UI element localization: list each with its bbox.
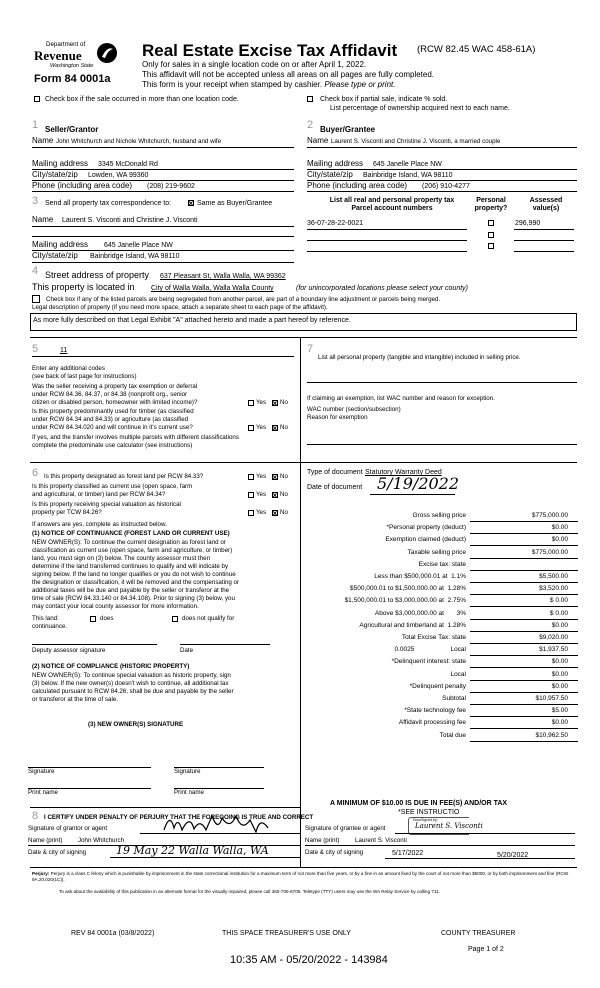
notice2-body: NEW OWNER(S): To continue special valuation as historic property, sign (3) below. If the new owner(s) doesn't wish to continue, all additional tax calculated pursuant to RCW 84.26, shall be due and payable by the seller or transferor at the time of sale. (32, 672, 234, 703)
seller-phone: (208) 219-9602 (147, 183, 195, 190)
parcel-col3-header: Assessed value(s) (529, 197, 563, 213)
tax-row-value: $ 0.00 (549, 609, 568, 617)
deputy-date-label: Date (180, 647, 194, 654)
header-line3: This form is your receipt when stamped by cashier. Please type or print. (142, 80, 396, 89)
personal-property-checkbox-3[interactable] (488, 243, 494, 249)
recording-stamp: 10:35 AM - 05/20/2022 - 143984 (230, 954, 388, 966)
buyer-phone: (206) 910-4277 (422, 183, 470, 190)
same-as-buyer-checkbox[interactable] (188, 200, 194, 206)
tax-row-label: *Delinquent interest: state (391, 658, 466, 666)
buyer-name: Laurent S. Visconti and Christine J. Visconti, a married couple (331, 138, 501, 145)
grantor-date-label: Date & city of signing (28, 849, 87, 856)
partial-sale-label: Check box if partial sale, indicate % sold. (320, 96, 448, 103)
section4-number: 4 (32, 265, 39, 277)
notice1-title: (1) NOTICE OF CONTINUANCE (FOREST LAND OR CURRENT USE) (32, 530, 230, 537)
tax-row-value: $0.00 (551, 658, 568, 666)
tax-row-label: Subtotal (442, 695, 466, 702)
see-back: (see back of last page for instructions) (32, 373, 137, 380)
tax-row-label: Exemption claimed (deduct) (385, 536, 466, 544)
seller-city-label: City/state/zip (32, 170, 78, 179)
sig-label-1: Signature (28, 768, 55, 775)
multi-location-label: Check box if the sale occurred in more than one location code. (45, 96, 239, 103)
tax-row-label: Local (450, 670, 466, 678)
partial-sale-label2: List percentage of ownership acquired next to each name. (330, 105, 510, 112)
s6-q2-yes-checkbox[interactable] (248, 492, 254, 498)
s5-q1a: Was the seller receiving a property tax exemption or deferral (32, 383, 198, 390)
corr-city-label: City/state/zip (32, 251, 78, 260)
reason-label: Reason for exemption (307, 414, 368, 421)
s6-q1-no: No (280, 473, 288, 480)
treasurer-use: THIS SPACE TREASURER'S USE ONLY (222, 930, 351, 937)
tax-row-value: $0.00 (551, 670, 568, 678)
does-not-checkbox[interactable] (172, 616, 178, 622)
segregated-label: Check box if any of the listed parcels are being segregated from another parcel, are part of a boundary line adjustment or parcels being merged. (46, 296, 441, 303)
new-owner-sig-title: (3) NEW OWNER(S) SIGNATURE (88, 721, 184, 728)
s5-q2-no-checkbox[interactable] (272, 425, 278, 431)
partial-sale-checkbox[interactable] (307, 96, 313, 102)
tax-table (300, 512, 590, 752)
header-line1: Only for sales in a single location code on or after April 1, 2022. (142, 60, 367, 69)
section3-number: 3 (32, 195, 39, 207)
located-label: This property is located in (32, 282, 135, 292)
continuance-label: continuance. (32, 623, 68, 630)
parcel-value: 296,990 (515, 220, 541, 227)
grantee-date-label: Date & city of signing (305, 849, 364, 856)
street-address: 637 Pleasant St, Walla Walla, WA 99362 (160, 273, 286, 280)
tax-row-value: $1,937.50 (539, 646, 568, 654)
s6-q3-no: No (280, 509, 288, 516)
s6-q2b: and agricultural, or timber) land per RCW 84.34? (32, 491, 166, 498)
corr-name-label: Name (32, 215, 54, 224)
s5-q1c: citizen or disabled person, homeowner with limited income)? (32, 399, 198, 406)
s6-q3b: property per TCW 84.26? (32, 509, 102, 516)
accessibility-note: To ask about the availability of this publication in an alternate format for the visually impaired, please call 360-705-6705. Teletype (TTY) users may use the WA Relay Service by calling 711. (59, 889, 440, 894)
s5-q1b: under RCW 84.36, 84.37, or 84.38 (nonprofit org., senior (32, 391, 188, 398)
header-line2: This affidavit will not be accepted unless all areas on all pages are fully completed. (142, 70, 435, 79)
correspondence-label: Send all property tax correspondence to: (45, 200, 172, 207)
seller-mailing-label: Mailing address (32, 159, 89, 168)
grantor-name-label: Name (print) (28, 837, 63, 844)
grantee-name: Laurent S. Visconti (355, 837, 407, 844)
s6-q3-no-checkbox[interactable] (272, 510, 278, 516)
tax-row-label: Excise tax: state (418, 560, 466, 568)
tax-row-label: Total Excise Tax: state (401, 634, 466, 641)
tax-row-value: $0.00 (551, 524, 568, 532)
sig-grantor-label: Signature of grantor or agent (28, 825, 108, 832)
located-value: City of Walla Walla, Walla Walla County (151, 285, 274, 292)
s6-q1-yes-checkbox[interactable] (248, 474, 254, 480)
wac-label: WAC number (section/subsection) (307, 406, 401, 413)
seller-phone-label: Phone (including area code) (32, 181, 133, 190)
page-title: Real Estate Excise Tax Affidavit (142, 41, 398, 60)
located-note: (for unincorporated locations please select your county) (296, 285, 468, 292)
segregated-checkbox[interactable] (32, 295, 40, 303)
s6-q1: Is this property designated as forest land per RCW 84.33? (44, 473, 204, 480)
legal-label: Legal description of property (if you need more space, attach a separate sheet to each page of the affidavit). (32, 304, 328, 311)
corr-name: Laurent S. Visconti and Christine J. Visconti (62, 217, 198, 224)
notice2-title: (2) NOTICE OF COMPLIANCE (HISTORIC PROPERTY) (32, 663, 190, 670)
doc-type: Statutory Warranty Deed (365, 469, 442, 476)
s5-q2-no: No (280, 424, 288, 431)
grantee-name-label: Name (print) (305, 837, 340, 844)
tax-row-value: $ 0.00 (549, 597, 568, 605)
buyer-phone-label: Phone (including area code) (307, 181, 408, 190)
s6-q2-yes: Yes (256, 491, 267, 498)
see-instructions: *SEE INSTRUCTIO (398, 809, 460, 816)
grantee-date: 5/17/2022 (392, 850, 424, 857)
buyer-city: Bainbridge Island, WA 98110 (363, 172, 453, 179)
s5-q2-yes: Yes (256, 424, 267, 431)
doc-date-label: Date of document (307, 484, 363, 491)
tax-row-value: $10,962.50 (535, 731, 568, 739)
tax-row-value: $0.00 (551, 621, 568, 629)
does-label: does (100, 615, 114, 622)
docusigned-by: DocuSigned by: (413, 818, 438, 822)
s5-q2c: under RCW 84.34.020 and will continue in it's current use? (32, 424, 193, 431)
grantor-name: John Whitchurch (78, 837, 125, 844)
grantor-date-city: 19 May 22 Walla Walla, WA (116, 844, 269, 857)
doc-type-label: Type of document (307, 469, 363, 476)
does-checkbox[interactable] (90, 616, 96, 622)
same-as-buyer-label: Same as Buyer/Grantee (197, 200, 273, 207)
s6-q3-yes: Yes (256, 509, 267, 516)
form-number: Form 84 0001a (34, 73, 111, 85)
corr-mailing: 645 Janelle Place NW (104, 242, 173, 249)
buyer-city-label: City/state/zip (307, 170, 353, 179)
section5-number: 5 (32, 343, 39, 355)
s5-q3b: complete the predominate use calculator (see instructions) (32, 442, 193, 449)
s6-if-yes: If answers are yes, complete as instructed below. (32, 521, 167, 528)
tax-row-label: *Personal property (deduct) (386, 524, 466, 532)
tax-row-label: Taxable selling price (407, 548, 466, 556)
rev-label: REV 84 0001a (03/8/2022) (71, 930, 155, 937)
tax-row-label: $1,500,000.01 to $3,000,000.00 at 2.75% (344, 597, 466, 605)
sig-grantee-label: Signature of grantee or agent (305, 825, 386, 832)
title-ref: (RCW 82.45 WAC 458-61A) (417, 44, 536, 55)
tax-row-value: $0.00 (551, 719, 568, 727)
s5-q2-yes-checkbox[interactable] (248, 425, 254, 431)
deputy-label: Deputy assessor signature (32, 647, 106, 654)
dept-line3: Washington State (50, 63, 94, 69)
dor-logo-icon (96, 42, 118, 64)
s5-q3a: If yes, and the transfer involves multiple parcels with different classifications (32, 434, 239, 441)
s5-q1-yes: Yes (256, 399, 267, 406)
dept-line1: Department of (46, 41, 86, 48)
seller-name-label: Name (32, 136, 54, 145)
tax-row-label: Affidavit processing fee (398, 719, 466, 727)
s6-q3-yes-checkbox[interactable] (248, 510, 254, 516)
parcel-number: 36-07-28-22-0021 (307, 220, 364, 227)
s6-q2-no-checkbox[interactable] (272, 492, 278, 498)
s5-q1-yes-checkbox[interactable] (248, 400, 254, 406)
tax-row-label: Gross selling price (412, 512, 466, 519)
tax-row-label: *State technology fee (404, 707, 466, 715)
buyer-heading: Buyer/Grantee (320, 125, 376, 134)
tax-row-label: Total due (439, 731, 466, 739)
perjury-note: Perjury: Perjury is a class C felony which is punishable by imprisonment in the state correctional institution for a maximum term of not more than five years, or by a fine in an amount fixed by the court of not more than $5000, or by both imprisonment and fine (RCW 9A.20.020(1C)). (32, 871, 569, 882)
section6-number: 6 (32, 467, 39, 479)
tax-row-label: Above $3,000,000.00 at 3% (374, 609, 466, 617)
seller-name: John Whitchurch and Nichole Whitchurch, husband and wife (56, 138, 222, 145)
section2-number: 2 (307, 119, 314, 131)
personal-property-checkbox-2[interactable] (488, 232, 494, 238)
legal-description: As more fully described on that Legal Exhibit "A" attached hereto and made a part hereof by reference. (33, 317, 351, 324)
enter-codes: Enter any additional codes (32, 365, 105, 372)
tax-row-value: $5.00 (551, 707, 568, 715)
buyer-mailing-label: Mailing address (307, 159, 364, 168)
tax-row-label: $500,000.01 to $1,500,000.00 at 1.28% (349, 585, 466, 593)
tax-row-label: 0.0025 Local (394, 646, 466, 654)
seller-heading: Seller/Grantor (45, 125, 99, 134)
tax-row-value: $0.00 (551, 536, 568, 544)
buyer-mailing: 645 Janelle Place NW (373, 161, 442, 168)
s5-q2a: Is this property predominantly used for timber (as classified (32, 408, 194, 415)
s6-q2a: Is this property classified as current use (open space, farm (32, 483, 193, 490)
tax-row-label: Less than $500,000.01 at 1.1% (374, 573, 466, 580)
corr-mailing-label: Mailing address (32, 240, 89, 249)
dept-line2: Revenue (34, 48, 82, 63)
tax-row-value: $5,500.00 (539, 573, 568, 580)
tax-row-label: *Delinquent penalty (409, 682, 466, 690)
s6-q2-no: No (280, 491, 288, 498)
buyer-name-label: Name (307, 136, 329, 145)
print-name-1: Print name (28, 789, 58, 796)
s5-q1-no-checkbox[interactable] (272, 400, 278, 406)
sig-label-2: Signature (174, 768, 201, 775)
s6-q1-no-checkbox[interactable] (272, 474, 278, 480)
page-number: Page 1 of 2 (468, 946, 504, 953)
s5-q1-no: No (280, 399, 288, 406)
doc-date-handwritten: 5/19/2022 (377, 474, 460, 493)
grantee-date2: 5/20/2022 (497, 852, 529, 859)
certify-text: I CERTIFY UNDER PENALTY OF PERJURY THAT THE FOREGOING IS TRUE AND CORRECT (44, 814, 314, 821)
grantee-signature: Laurent S. Visconti (415, 822, 483, 830)
notice1-body: NEW OWNER(S): To continue the current designation as forest land or classification as current use (open space, farm and agriculture, or timber) land, you must sign on (3) below. The county assessor must then determine if the land transferred continues to qualify and will indicate by signing below. If the land no longer qualifies or you do not wish to continue the designation or classification, it will be removed and the compensating or additional taxes will be due and payable by the seller or transferor at the time of sale (RCW 84.33.140 or 84.34.108). Prior to signing (3) below, you may contact your local county assessor for more information. (32, 539, 240, 610)
s6-q3a: Is this property receiving special valuation as historical (32, 501, 181, 508)
seller-mailing: 3345 McDonald Rd (98, 161, 158, 168)
section7-number: 7 (307, 343, 314, 355)
personal-property-checkbox[interactable] (488, 220, 494, 226)
tax-row-value: $775,000.00 (531, 512, 568, 519)
tax-row-value: $775,000.00 (531, 548, 568, 556)
section8-number: 8 (32, 810, 39, 822)
tax-row-label: Agricultural and timberland at 1.28% (359, 621, 466, 629)
multi-location-checkbox[interactable] (34, 96, 40, 102)
does-not-label: does not qualify for (182, 615, 235, 622)
tax-row-value: $0.00 (551, 682, 568, 690)
print-name-2: Print name (174, 789, 204, 796)
corr-city: Bainbridge Island, WA 98110 (90, 253, 180, 260)
location-code: 11 (60, 347, 68, 354)
s5-q2b: under RCW 84.34 and 84.33) or agriculture (as classified (32, 416, 189, 423)
exemption-label: If claiming an exemption, list WAC number and reason for exception. (307, 395, 495, 402)
s6-q1-yes: Yes (256, 473, 267, 480)
county-treasurer: COUNTY TREASURER (441, 930, 516, 937)
seller-city: Lowden, WA 99360 (88, 172, 149, 179)
this-land-label: This land: (32, 615, 59, 622)
tax-row-value: $3,520.00 (539, 585, 568, 593)
parcel-col2-header: Personal property? (474, 197, 508, 213)
tax-row-value: $9,020.00 (539, 634, 568, 641)
tax-row-value: $10,957.50 (535, 695, 568, 702)
parcel-col1-header: List all real and personal property tax Parcel account numbers (329, 197, 455, 213)
street-label: Street address of property (45, 270, 150, 280)
minimum-due: A MINIMUM OF $10.00 IS DUE IN FEE(S) AND/OR TAX (330, 800, 508, 807)
section1-number: 1 (32, 119, 39, 131)
personal-property-label: List all personal property (tangible and intangible) included in selling price. (318, 354, 521, 361)
